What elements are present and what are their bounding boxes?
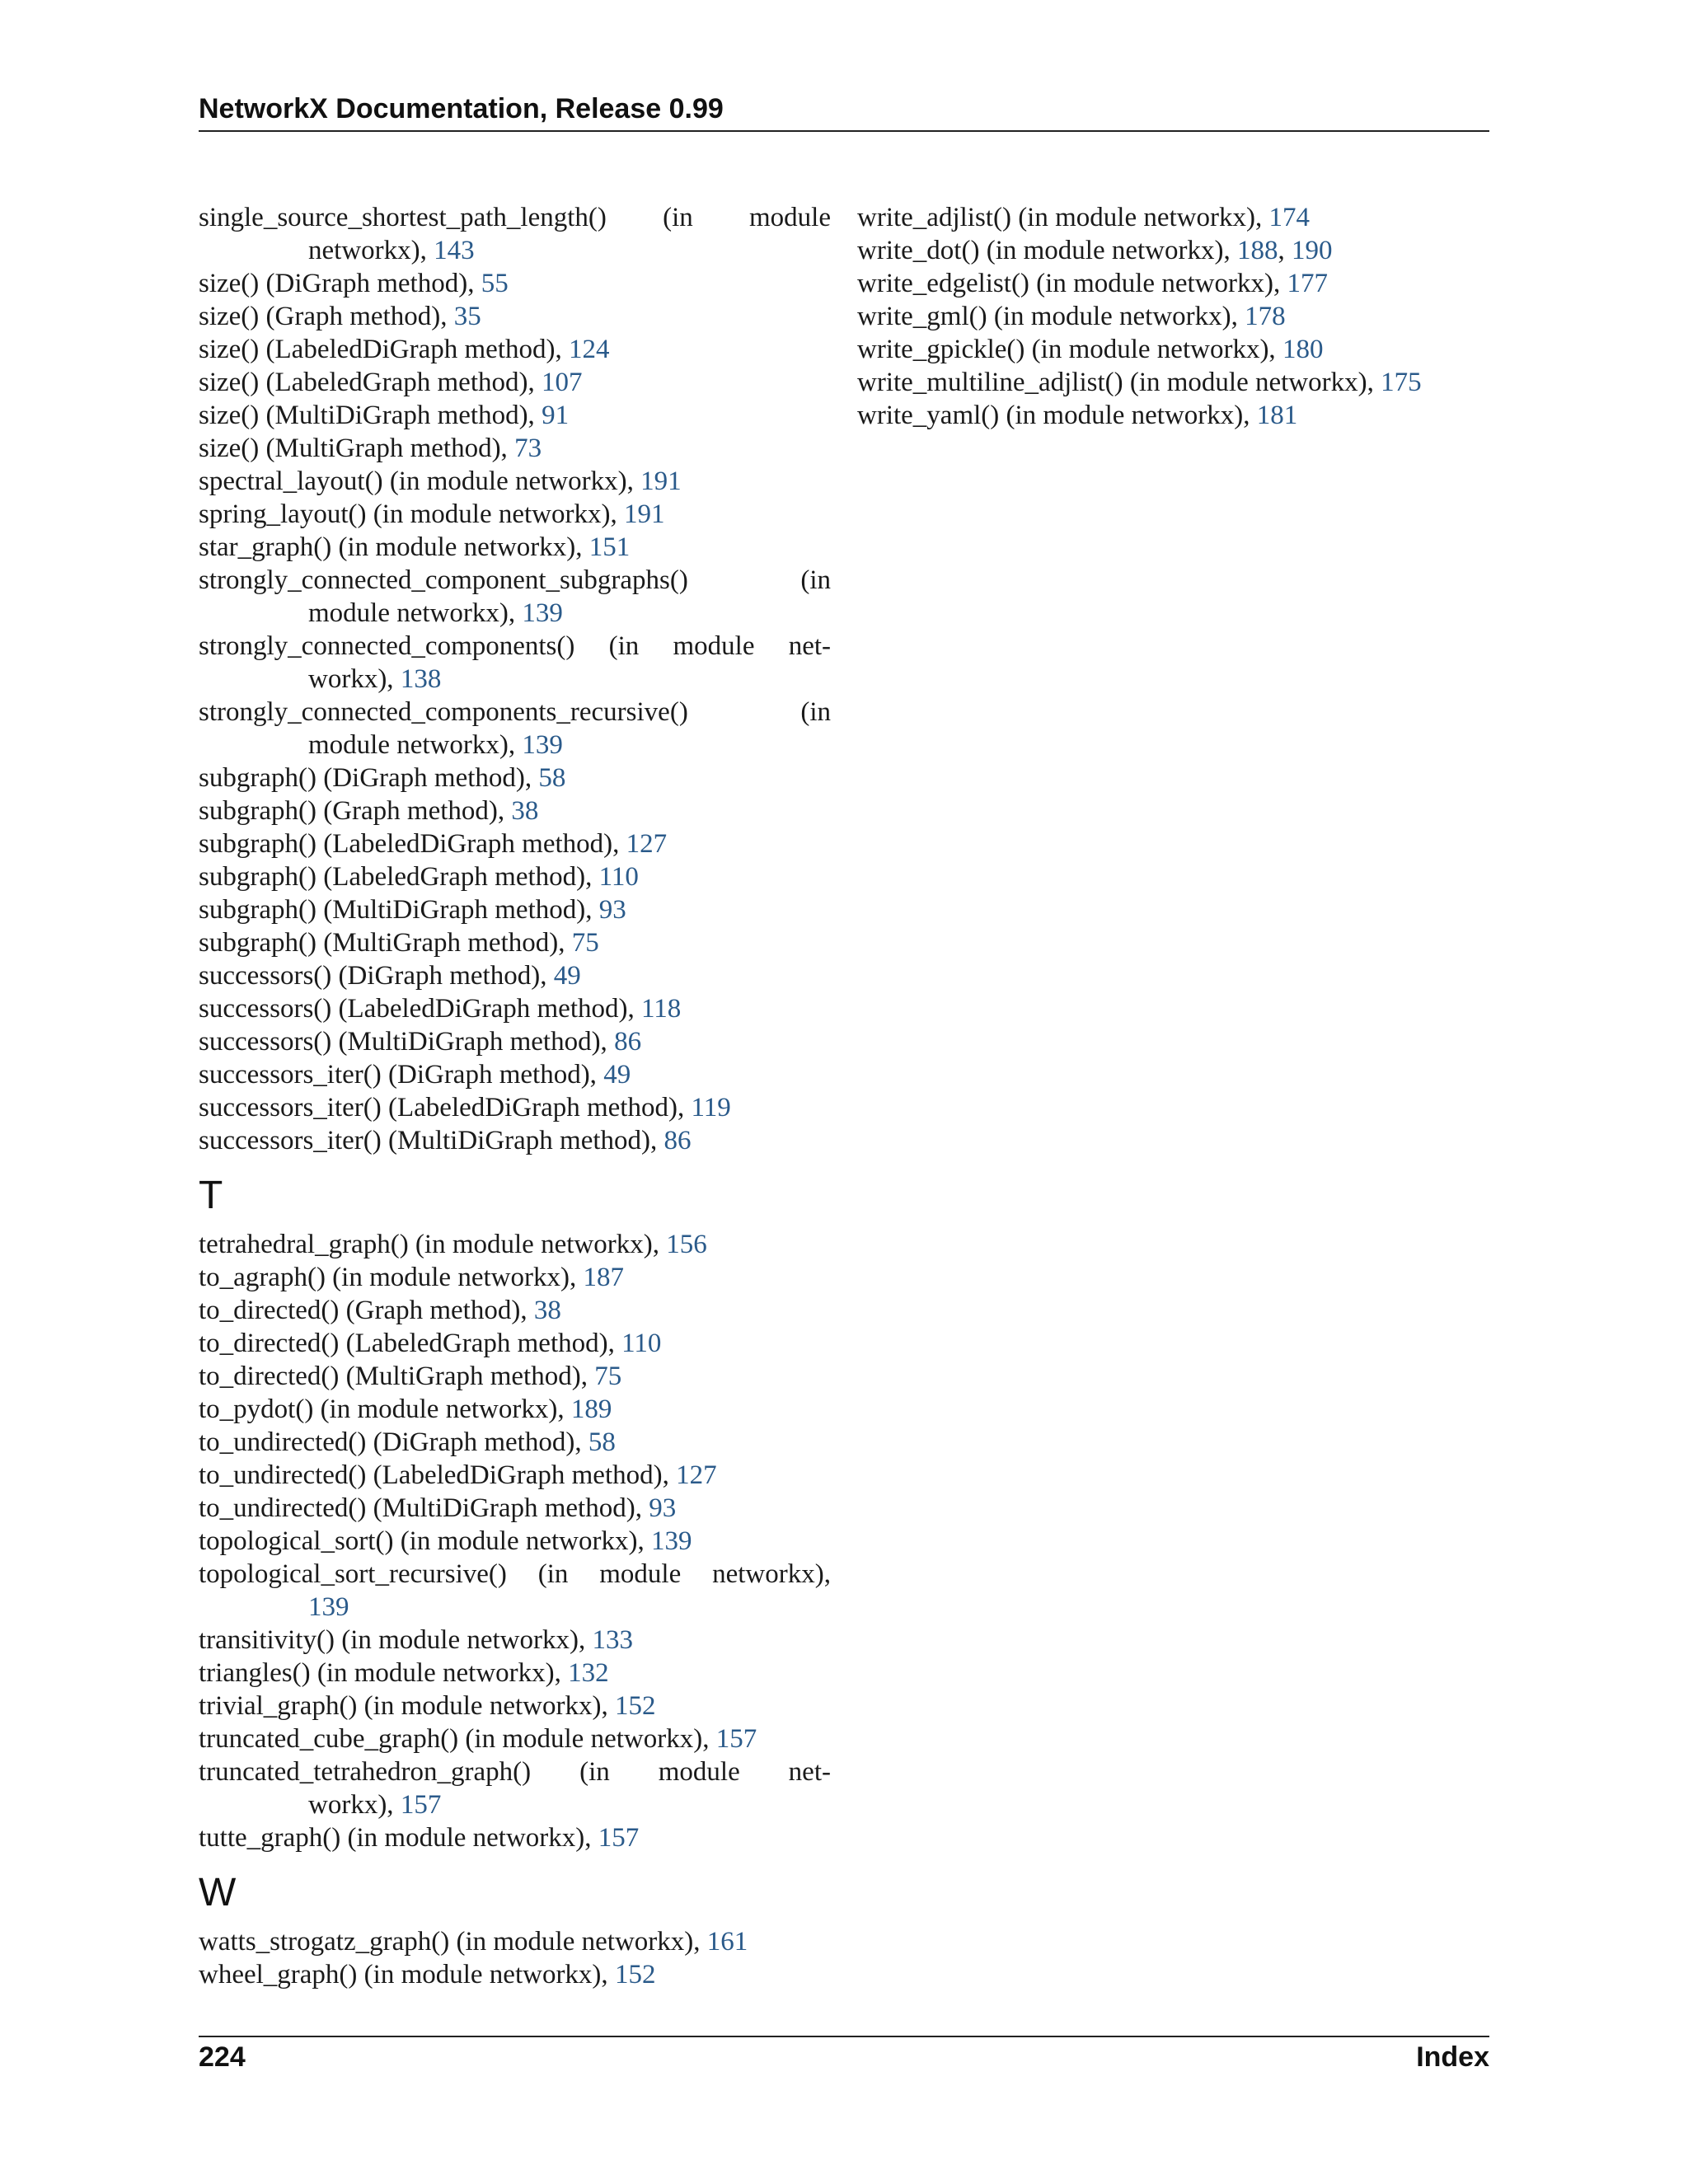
index-term: trivial_graph() (in module networkx), xyxy=(199,1691,615,1721)
page-link[interactable]: 58 xyxy=(588,1427,616,1457)
index-term: successors() (MultiDiGraph method), xyxy=(199,1027,615,1057)
section-name: Index xyxy=(1416,2041,1489,2073)
page-link[interactable]: 86 xyxy=(614,1027,642,1057)
index-term: successors_iter() (DiGraph method), xyxy=(199,1060,604,1090)
page-link[interactable]: 86 xyxy=(663,1126,692,1155)
index-term: strongly_connected_components_recursive() (in xyxy=(199,697,831,727)
index-entry xyxy=(199,1821,831,1854)
index-term: to_undirected() (MultiDiGraph method), xyxy=(199,1493,649,1523)
index-entry xyxy=(199,893,831,926)
index-letter-heading: T xyxy=(199,1174,223,1217)
index-entry xyxy=(199,1360,831,1393)
index-term: size() (DiGraph method), xyxy=(199,269,481,298)
page-link[interactable]: 55 xyxy=(481,269,509,298)
page-link[interactable]: 127 xyxy=(626,829,668,859)
index-entry xyxy=(199,498,831,531)
index-entry xyxy=(199,630,831,663)
index-entry xyxy=(199,1426,831,1459)
footer-rule xyxy=(199,2036,1489,2037)
index-term: size() (MultiGraph method), xyxy=(199,434,515,463)
index-term: topological_sort() (in module networkx), xyxy=(199,1526,651,1556)
index-entry xyxy=(857,366,1500,399)
index-letter-heading: W xyxy=(199,1871,237,1915)
index-entry xyxy=(199,564,831,597)
page-link[interactable]: 156 xyxy=(666,1230,707,1259)
page-link[interactable]: 157 xyxy=(598,1823,640,1853)
page-link[interactable]: 152 xyxy=(614,1691,656,1721)
page-link[interactable]: 190 xyxy=(1291,236,1333,265)
index-entry xyxy=(199,696,831,729)
index-entry xyxy=(199,1025,831,1058)
index-term: truncated_cube_graph() (in module networkx), xyxy=(199,1724,716,1754)
index-entry xyxy=(857,201,1500,234)
page-link[interactable]: 157 xyxy=(715,1724,757,1754)
index-term: to_agraph() (in module networkx), xyxy=(199,1263,584,1292)
page-link[interactable]: 139 xyxy=(308,1592,349,1622)
index-entry xyxy=(199,1690,831,1722)
page-link[interactable]: 49 xyxy=(603,1060,631,1090)
index-entry xyxy=(199,926,831,959)
index-term-continuation: workx), xyxy=(308,1790,401,1820)
page-link[interactable]: 91 xyxy=(542,401,570,430)
page-link[interactable]: 35 xyxy=(453,302,481,331)
page-link[interactable]: 110 xyxy=(598,862,639,892)
index-term: subgraph() (MultiGraph method), xyxy=(199,928,572,958)
page-link[interactable]: 151 xyxy=(588,532,631,562)
index-entry xyxy=(199,201,831,234)
index-entry xyxy=(199,1091,831,1124)
page-link[interactable]: 127 xyxy=(676,1460,717,1490)
page-link[interactable]: 132 xyxy=(568,1658,609,1688)
header-rule xyxy=(199,130,1489,132)
index-entry xyxy=(199,1393,831,1426)
index-term: write_yaml() (in module networkx), xyxy=(857,401,1257,430)
index-entry xyxy=(199,465,831,498)
index-term: tutte_graph() (in module networkx), xyxy=(199,1823,598,1853)
page-link[interactable]: 138 xyxy=(400,664,442,694)
page-link[interactable]: 107 xyxy=(541,368,583,397)
index-column-left xyxy=(199,201,831,1991)
page-link[interactable]: 93 xyxy=(598,895,626,925)
page-link[interactable]: 133 xyxy=(592,1625,633,1655)
index-entry xyxy=(199,1624,831,1657)
index-term: star_graph() (in module networkx), xyxy=(199,532,589,562)
index-entry xyxy=(857,399,1500,432)
index-term: size() (MultiDiGraph method), xyxy=(199,401,542,430)
index-term: subgraph() (LabeledDiGraph method), xyxy=(199,829,626,859)
index-term: truncated_tetrahedron_graph() (in module net- xyxy=(199,1757,831,1787)
page-link[interactable]: 139 xyxy=(650,1526,692,1556)
page-link[interactable]: 175 xyxy=(1381,368,1422,397)
index-term: topological_sort_recursive() (in module networkx), xyxy=(199,1559,831,1589)
index-entry xyxy=(199,399,831,432)
page-link[interactable]: 143 xyxy=(434,236,475,265)
index-entry xyxy=(199,1925,831,1958)
index-entry xyxy=(199,1558,831,1591)
index-entry xyxy=(199,1958,831,1991)
page-link[interactable]: 73 xyxy=(514,434,542,463)
index-term: watts_strogatz_graph() (in module networkx), xyxy=(199,1927,707,1957)
index-term-continuation: workx), xyxy=(308,664,401,694)
page-link[interactable]: 118 xyxy=(640,994,682,1024)
page-link[interactable]: 58 xyxy=(538,763,566,793)
page-link[interactable]: 75 xyxy=(571,928,599,958)
index-entry xyxy=(199,1058,831,1091)
index-term: write_dot() (in module networkx), xyxy=(857,236,1237,265)
index-entry xyxy=(199,366,831,399)
index-term: size() (LabeledDiGraph method), xyxy=(199,335,569,364)
page-link[interactable]: 152 xyxy=(614,1960,656,1990)
index-term: to_undirected() (LabeledDiGraph method), xyxy=(199,1460,677,1490)
page-link[interactable]: 177 xyxy=(1287,269,1328,298)
index-term: to_directed() (LabeledGraph method), xyxy=(199,1329,622,1358)
page-link[interactable]: 189 xyxy=(570,1394,612,1424)
page-link[interactable]: 187 xyxy=(583,1263,624,1292)
index-entry xyxy=(199,1755,831,1788)
index-term: to_undirected() (DiGraph method), xyxy=(199,1427,588,1457)
page-link[interactable]: 110 xyxy=(621,1329,662,1358)
index-entry xyxy=(199,762,831,794)
index-term: transitivity() (in module networkx), xyxy=(199,1625,593,1655)
index-entry xyxy=(199,1657,831,1690)
index-term: write_adjlist() (in module networkx), xyxy=(857,203,1269,232)
index-entry xyxy=(199,531,831,564)
index-entry xyxy=(199,333,831,366)
index-term: wheel_graph() (in module networkx), xyxy=(199,1960,615,1990)
index-term-continuation: networkx), xyxy=(308,236,434,265)
index-entry xyxy=(857,333,1500,366)
page-separator: , xyxy=(1278,236,1292,265)
page-link[interactable]: 161 xyxy=(706,1927,748,1957)
index-term: write_gpickle() (in module networkx), xyxy=(857,335,1282,364)
index-entry xyxy=(199,992,831,1025)
page-link[interactable]: 174 xyxy=(1268,203,1310,232)
index-term-continuation: module networkx), xyxy=(308,730,523,760)
index-term: to_directed() (MultiGraph method), xyxy=(199,1361,595,1391)
index-term: strongly_connected_component_subgraphs() (in xyxy=(199,565,831,595)
index-term: to_directed() (Graph method), xyxy=(199,1296,534,1325)
index-entry xyxy=(199,1228,831,1261)
index-term: size() (LabeledGraph method), xyxy=(199,368,542,397)
page-number: 224 xyxy=(199,2041,246,2073)
page-link[interactable]: 49 xyxy=(553,961,581,991)
index-entry xyxy=(857,300,1500,333)
index-term: successors_iter() (LabeledDiGraph method), xyxy=(199,1093,692,1122)
page-link[interactable]: 75 xyxy=(594,1361,622,1391)
index-entry xyxy=(199,1294,831,1327)
index-term: to_pydot() (in module networkx), xyxy=(199,1394,571,1424)
index-term: subgraph() (MultiDiGraph method), xyxy=(199,895,599,925)
index-entry xyxy=(199,1261,831,1294)
index-entry-continuation xyxy=(199,234,831,267)
index-entry xyxy=(199,860,831,893)
index-entry-continuation xyxy=(199,729,831,762)
index-term: single_source_shortest_path_length() (in module xyxy=(199,203,831,232)
index-entry xyxy=(199,1525,831,1558)
index-column-right xyxy=(857,201,1500,432)
index-term: write_multiline_adjlist() (in module networkx), xyxy=(857,368,1381,397)
index-entry xyxy=(199,432,831,465)
index-entry xyxy=(199,1459,831,1492)
index-term: write_edgelist() (in module networkx), xyxy=(857,269,1287,298)
index-entry xyxy=(199,267,831,300)
page-link[interactable]: 181 xyxy=(1256,401,1298,430)
page-link[interactable]: 188 xyxy=(1236,236,1278,265)
page-link[interactable]: 139 xyxy=(522,730,563,760)
page-link[interactable]: 178 xyxy=(1245,302,1286,331)
index-term: write_gml() (in module networkx), xyxy=(857,302,1245,331)
index-entry-continuation xyxy=(199,1591,831,1624)
index-entry xyxy=(199,1722,831,1755)
page-link[interactable]: 124 xyxy=(568,335,610,364)
index-entry xyxy=(199,300,831,333)
index-term: spectral_layout() (in module networkx), xyxy=(199,466,641,496)
index-entry xyxy=(199,1327,831,1360)
index-term: subgraph() (Graph method), xyxy=(199,796,512,826)
index-term: successors() (LabeledDiGraph method), xyxy=(199,994,641,1024)
index-term-continuation: module networkx), xyxy=(308,598,523,628)
index-entry-continuation xyxy=(199,663,831,696)
index-term: spring_layout() (in module networkx), xyxy=(199,499,624,529)
index-term: size() (Graph method), xyxy=(199,302,454,331)
page-link[interactable]: 119 xyxy=(691,1093,731,1122)
index-term: strongly_connected_components() (in module net- xyxy=(199,631,831,661)
index-entry xyxy=(857,234,1500,267)
page-link[interactable]: 180 xyxy=(1282,335,1324,364)
index-entry-continuation xyxy=(199,1788,831,1821)
index-term: triangles() (in module networkx), xyxy=(199,1658,569,1688)
index-entry-continuation xyxy=(199,597,831,630)
index-term: tetrahedral_graph() (in module networkx), xyxy=(199,1230,667,1259)
page-link[interactable]: 157 xyxy=(400,1790,442,1820)
running-header: NetworkX Documentation, Release 0.99 xyxy=(199,93,724,124)
page-link[interactable]: 191 xyxy=(640,466,682,496)
page-link[interactable]: 191 xyxy=(623,499,665,529)
page-link[interactable]: 139 xyxy=(522,598,563,628)
index-entry xyxy=(199,959,831,992)
index-entry xyxy=(199,1124,831,1157)
page-link[interactable]: 38 xyxy=(533,1296,561,1325)
index-entry xyxy=(199,827,831,860)
index-entry xyxy=(199,1492,831,1525)
index-entry xyxy=(199,794,831,827)
index-term: successors_iter() (MultiDiGraph method), xyxy=(199,1126,664,1155)
index-term: successors() (DiGraph method), xyxy=(199,961,554,991)
page-link[interactable]: 93 xyxy=(649,1493,677,1523)
index-term: subgraph() (LabeledGraph method), xyxy=(199,862,599,892)
index-entry xyxy=(857,267,1500,300)
page-link[interactable]: 38 xyxy=(511,796,539,826)
index-term: subgraph() (DiGraph method), xyxy=(199,763,539,793)
